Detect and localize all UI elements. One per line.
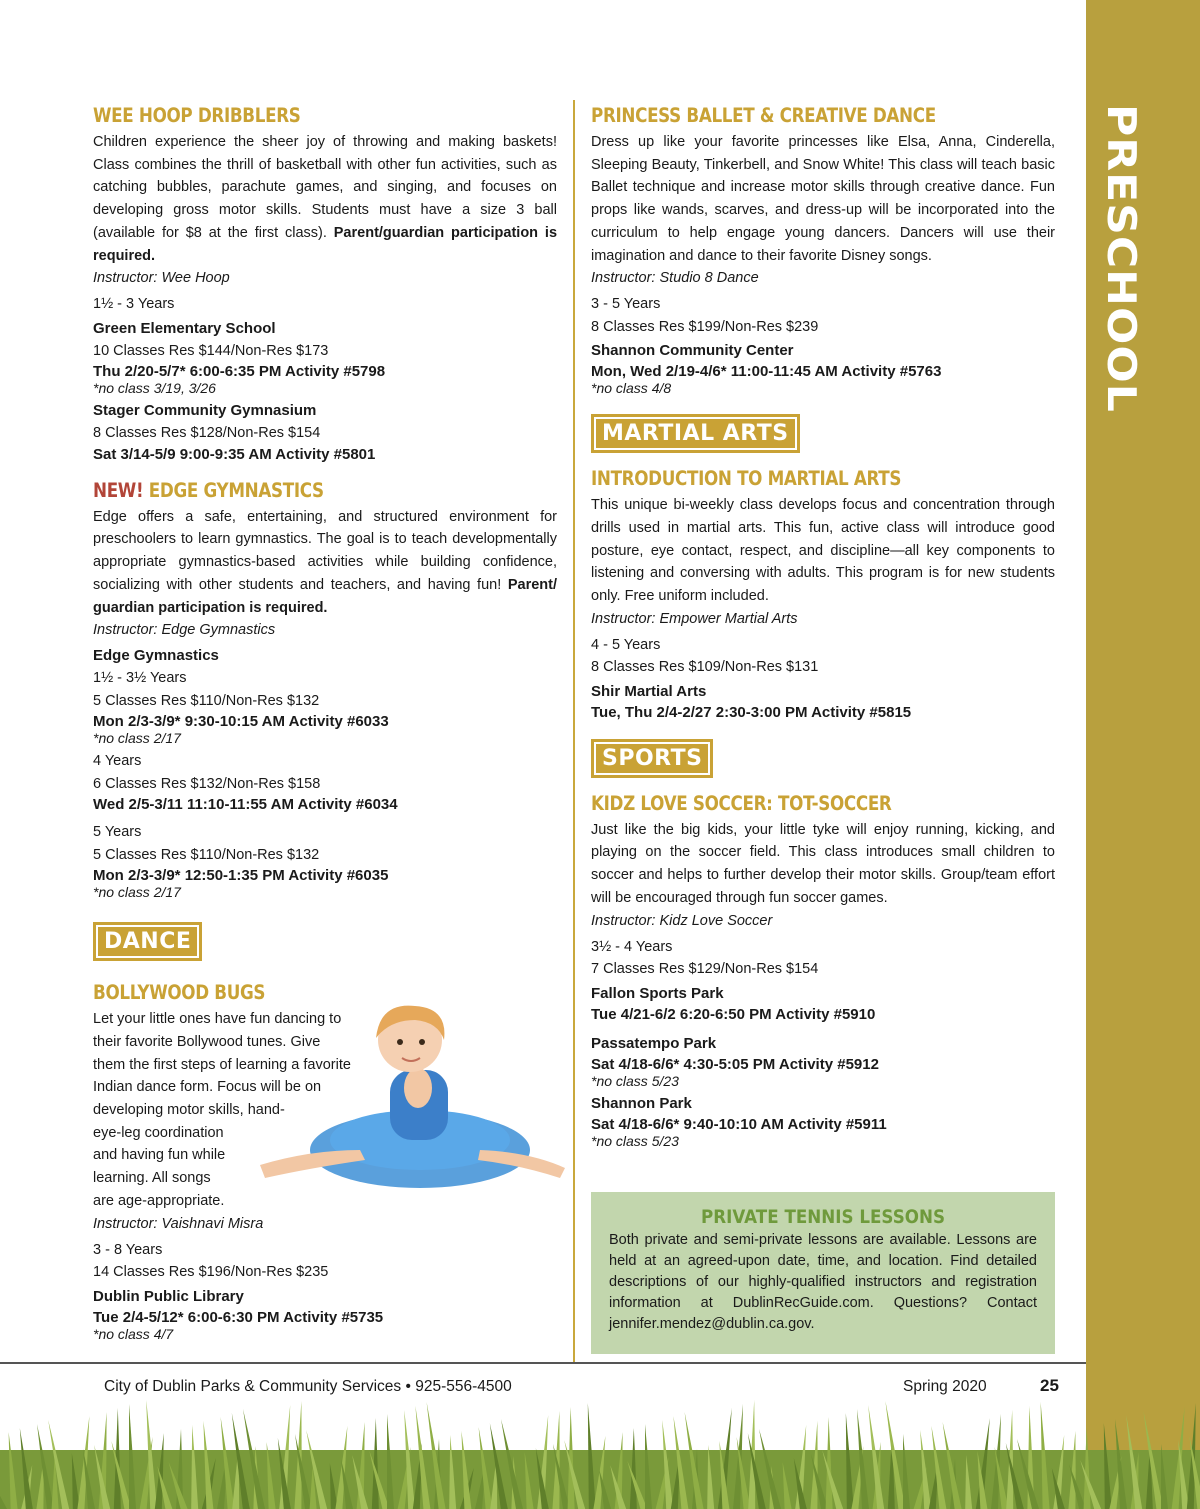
schedule: Thu 2/20-5/7* 6:00-6:35 PM Activity #5798: [93, 363, 386, 381]
page-number: 25: [1040, 1376, 1059, 1395]
fees: 7 Classes Res $129/Non-Res $154: [591, 961, 819, 978]
location: Passatempo Park: [591, 1034, 717, 1052]
location: Dublin Public Library: [93, 1287, 244, 1305]
schedule: Sat 3/14-5/9 9:00-9:35 AM Activity #5801: [93, 445, 376, 463]
instructor: Instructor: Studio 8 Dance: [591, 270, 759, 287]
schedule: Wed 2/5-3/11 11:10-11:55 AM Activity #6034: [93, 796, 398, 814]
fees: 6 Classes Res $132/Non-Res $158: [93, 775, 321, 792]
age-range: 1½ - 3½ Years: [93, 670, 187, 687]
age-range: 4 - 5 Years: [591, 636, 661, 653]
footer-organization: City of Dublin Parks & Community Services • 925-556-4500: [104, 1378, 512, 1395]
footer-season: Spring 2020: [903, 1378, 987, 1395]
program-title: PRINCESS BALLET & CREATIVE DANCE: [591, 104, 936, 127]
schedule: Sat 4/18-6/6* 9:40-10:10 AM Activity #5911: [591, 1115, 887, 1133]
age-range: 4 Years: [93, 753, 142, 770]
location: Shannon Park: [591, 1094, 692, 1112]
age-range: 1½ - 3 Years: [93, 296, 175, 313]
program-description: This unique bi-weekly class develops focus and concentration through drills used in martial arts. This fun, active class will introduce good posture, eye contact, respect, and discipline—all key components to listening and conversing with adults. This program is for new students only. Free uniform included.: [591, 497, 1055, 605]
age-range: 5 Years: [93, 824, 142, 841]
program-description: Children experience the sheer joy of throwing and making baskets! Class combines the thrill of basketball with other fun activities, such as catching bubbles, parachute games, and singing, and focuses on developing gross motor skills. Students must have a size 3 ball (available for $8 at the first class). Parent/guardian participation is required.: [93, 134, 558, 264]
tennis-title: PRIVATE TENNIS LESSONS: [700, 1206, 946, 1228]
no-class-note: *no class 2/17: [93, 730, 181, 747]
section-heading-martial-arts: MARTIAL ARTS: [591, 414, 800, 453]
right-column: [591, 98, 1055, 1153]
tennis-lessons-box: [591, 1192, 1055, 1354]
instructor: Instructor: Kidz Love Soccer: [591, 912, 773, 929]
no-class-note: *no class 4/8: [591, 380, 672, 397]
instructor: Instructor: Empower Martial Arts: [591, 610, 798, 627]
age-range: 3 - 5 Years: [591, 296, 661, 313]
schedule: Tue, Thu 2/4-2/27 2:30-3:00 PM Activity #5815: [591, 703, 912, 721]
grass-decoration: [0, 1390, 1200, 1509]
instructor: Instructor: Edge Gymnastics: [93, 622, 276, 639]
schedule: Sat 4/18-6/6* 4:30-5:05 PM Activity #5912: [591, 1055, 879, 1073]
schedule: Mon 2/3-3/9* 9:30-10:15 AM Activity #6033: [93, 713, 389, 731]
footer-rule: [0, 1362, 1086, 1364]
instructor: Instructor: Vaishnavi Misra: [93, 1215, 264, 1232]
location: Fallon Sports Park: [591, 984, 724, 1002]
location: Shannon Community Center: [591, 342, 794, 360]
program-title: BOLLYWOOD BUGS: [93, 981, 266, 1005]
no-class-note: *no class 4/7: [93, 1325, 174, 1342]
fees: 8 Classes Res $109/Non-Res $131: [591, 659, 819, 676]
no-class-note: *no class 5/23: [591, 1132, 679, 1149]
fees: 5 Classes Res $110/Non-Res $132: [93, 692, 320, 709]
location: Stager Community Gymnasium: [93, 402, 317, 420]
program-description: Just like the big kids, your little tyke will enjoy running, kicking, and playing on the soccer field. This class introduces small children to soccer and helps to further develop their motor skills. Group/team effort will be encouraged through fun soccer games.: [591, 821, 1055, 906]
no-class-note: *no class 2/17: [93, 884, 181, 901]
dancing-toddler-photo: [250, 1000, 580, 1200]
fees: 5 Classes Res $110/Non-Res $132: [93, 846, 320, 863]
no-class-note: *no class 3/19, 3/26: [93, 380, 216, 397]
tennis-description: Both private and semi-private lessons are available. Lessons are held at an agreed-upon date, time, and location. Find detailed descriptions of our highly-qualified instructors and registration information at DublinRecGuide.com. Questions? Contact jennifer.mendez@dublin.ca.gov.: [609, 1232, 1037, 1332]
no-class-note: *no class 5/23: [591, 1072, 679, 1089]
program-title: KIDZ LOVE SOCCER: TOT-SOCCER: [591, 791, 892, 815]
program-description: Let your little ones have fun dancing to their favorite Bollywood tunes. Give them the first steps of learning a favorite Indian dance form. Focus will be on developing motor skills, hand- eye-leg coordination and having fun while learning. All songs are age-appropriate.: [93, 1011, 351, 1209]
program-title: WEE HOOP DRIBBLERS: [93, 104, 301, 127]
program-title: INTRODUCTION TO MARTIAL ARTS: [591, 467, 902, 491]
location: Shir Martial Arts: [591, 682, 707, 700]
schedule: Tue 2/4-5/12* 6:00-6:30 PM Activity #5735: [93, 1308, 384, 1326]
instructor: Instructor: Wee Hoop: [93, 270, 230, 287]
location: Edge Gymnastics: [93, 647, 219, 665]
schedule: Tue 4/21-6/2 6:20-6:50 PM Activity #5910: [591, 1005, 876, 1023]
age-range: 3 - 8 Years: [93, 1241, 163, 1258]
age-range: 3½ - 4 Years: [591, 938, 673, 955]
section-heading-dance: DANCE: [93, 922, 202, 961]
new-badge: NEW!: [93, 478, 144, 502]
schedule: Mon, Wed 2/19-4/6* 11:00-11:45 AM Activity #5763: [591, 363, 942, 381]
program-title: NEW! EDGE GYMNASTICS: [93, 478, 324, 502]
section-heading-sports: SPORTS: [591, 739, 713, 778]
fees: 14 Classes Res $196/Non-Res $235: [93, 1264, 329, 1281]
schedule: Mon 2/3-3/9* 12:50-1:35 PM Activity #6035: [93, 867, 389, 885]
fees: 8 Classes Res $128/Non-Res $154: [93, 425, 321, 442]
fees: 10 Classes Res $144/Non-Res $173: [93, 342, 329, 359]
location: Green Elementary School: [93, 319, 276, 337]
program-description: Edge offers a safe, entertaining, and structured environment for preschoolers to learn gymnastics. The goal is to teach developmentally appropriate gymnastics-based activities while building confidence, socializing with other students and teachers, and having fun! Parent/ guardian participation is required.: [93, 508, 557, 616]
program-description: Dress up like your favorite princesses like Elsa, Anna, Cinderella, Sleeping Beauty, Tinkerbell, and Snow White! This class will teach basic Ballet technique and increase motor skills through creative dance. Fun props like wands, scarves, and dress-up will be incorporated into the curriculum to help engage young dancers. Dancers will use their imagination and dance to their favorite Disney songs.: [591, 134, 1055, 264]
fees: 8 Classes Res $199/Non-Res $239: [591, 318, 819, 335]
sidebar-label: PRESCHOOL: [1098, 104, 1144, 413]
